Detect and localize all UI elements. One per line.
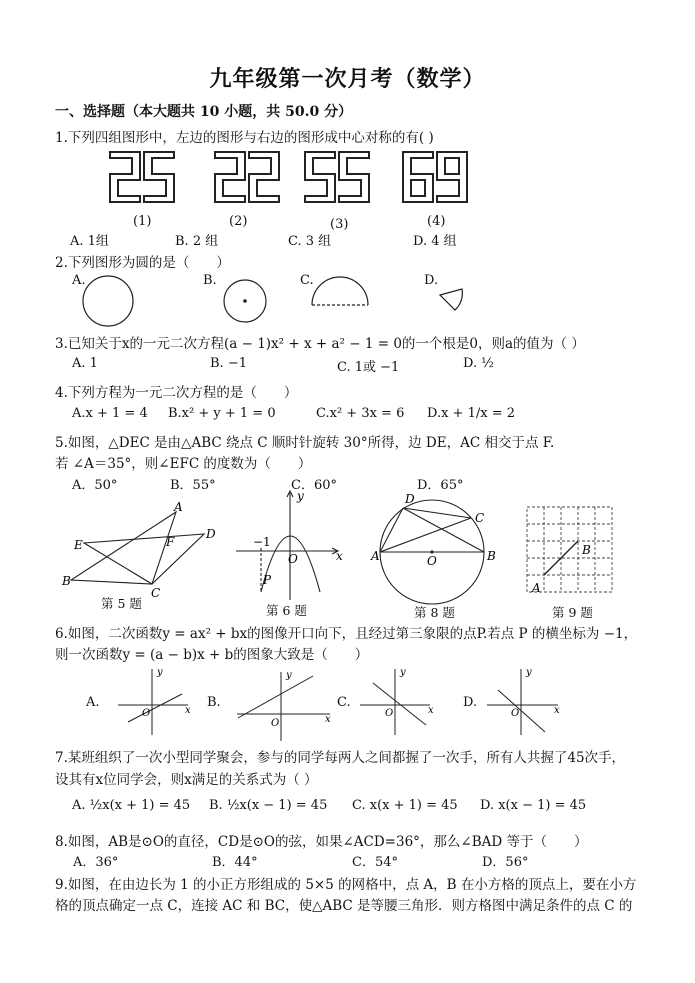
q2-label-a: A.	[72, 273, 86, 288]
q6a-axis-y: y	[157, 667, 163, 678]
q6-label-c: C.	[337, 695, 351, 710]
q8-option-c: C．54°	[352, 855, 398, 870]
q3-stem: 3.已知关于x的一元二次方程(a − 1)x² + x + a² − 1 = 0的一个根是0，则a的值为（ ）	[55, 336, 585, 352]
q1-stem: 1.下列四组图形中，左边的图形与右边的图形成中心对称的有( )	[55, 130, 434, 146]
q9-stem-line2: 格的顶点确定一点 C，连接 AC 和 BC，使△ABC 是等腰三角形．则方格图中满足条件的点 C 的	[55, 898, 633, 914]
page-title: 九年级第一次月考（数学）	[209, 66, 486, 92]
q2-stem: 2.下列图形为圆的是（ ）	[55, 255, 230, 271]
fig8-label-b: B	[487, 549, 496, 563]
fig6-label-o: O	[288, 552, 298, 566]
fig5-label-c: C	[151, 586, 161, 600]
q6d-axis-x: x	[554, 705, 560, 716]
fig6-label-p: P	[263, 573, 272, 587]
q6d-axis-o: O	[511, 708, 520, 719]
q6-stem-line1: 6.如图，二次函数y = ax² + bx的图像开口向下，且经过第三象限的点P.若点 P 的横坐标为 −1，	[55, 626, 638, 642]
q1-option-d: D. 4 组	[413, 234, 457, 249]
section-title: 一、选择题（本大题共 10 小题，共 50.0 分）	[55, 104, 353, 120]
q1-label-3: (3)	[330, 217, 349, 232]
q8-stem: 8.如图，AB是⊙O的直径，CD是⊙O的弦，如果∠ACD=36°，那么∠BAD 等于（ ）	[55, 834, 588, 850]
fig9-label-a: A	[532, 581, 541, 595]
q6b-axis-o: O	[271, 718, 280, 729]
fig5-label-d: D	[206, 527, 216, 541]
q8-option-d: D．56°	[482, 855, 529, 870]
q6-label-a: A.	[86, 695, 100, 710]
q2-label-c: C.	[300, 273, 314, 288]
q7-option-a: A. ½x(x + 1) = 45	[72, 798, 191, 813]
q2-label-d: D.	[424, 273, 439, 288]
q7-stem-line1: 7.某班组织了一次小型同学聚会，参与的同学每两人之间都握了一次手，所有人共握了45次手，	[55, 750, 626, 766]
fig8-label-c: C	[475, 511, 485, 525]
q8-option-b: B．44°	[212, 855, 258, 870]
q3-option-a: A. 1	[72, 356, 98, 371]
q6b-axis-x: x	[325, 714, 331, 725]
q5-stem-line2: 若 ∠A＝35°，则∠EFC 的度数为（ ）	[55, 456, 312, 472]
q6c-axis-y: y	[400, 667, 406, 678]
q1-option-c: C. 3 组	[288, 234, 332, 249]
q6a-axis-o: O	[142, 708, 151, 719]
q6b-axis-y: y	[286, 670, 292, 681]
fig5-label-e: E	[74, 538, 83, 552]
q6-stem-line2: 则一次函数y = (a − b)x + b的图象大致是（ ）	[55, 647, 369, 663]
fig6-label-y: y	[297, 489, 304, 503]
q7-option-c: C. x(x + 1) = 45	[352, 798, 458, 813]
q7-stem-line2: 设其有x位同学会，则x满足的关系式为（ ）	[55, 772, 318, 788]
fig8-caption: 第 8 题	[414, 605, 455, 620]
fig5-label-f: F	[166, 535, 175, 549]
q1-option-a: A. 1组	[70, 234, 109, 249]
fig8-label-a: A	[371, 549, 380, 563]
fig5-label-b: B	[62, 574, 71, 588]
fig9-label-b: B	[582, 543, 591, 557]
fig6-label-neg1: −1	[253, 535, 271, 549]
fig6-caption: 第 6 题	[266, 603, 307, 618]
q1-label-2: (2)	[229, 214, 248, 229]
q5-option-d: D．65°	[417, 478, 464, 493]
q6-label-d: D.	[463, 695, 478, 710]
q6d-axis-y: y	[526, 667, 532, 678]
q4-option-a: A.x + 1 = 4	[72, 406, 148, 421]
q2-label-b: B.	[203, 273, 217, 288]
q6a-axis-x: x	[185, 705, 191, 716]
q5-option-b: B．55°	[170, 478, 216, 493]
q3-option-c: C. 1或 −1	[337, 360, 400, 375]
q4-stem: 4.下列方程为一元二次方程的是（ ）	[55, 385, 298, 401]
q8-option-a: A．36°	[73, 855, 119, 870]
fig8-label-o: O	[427, 554, 437, 568]
fig5-caption: 第 5 题	[101, 596, 142, 611]
q4-option-c: C.x² + 3x = 6	[316, 406, 405, 421]
q5-stem-line1: 5.如图，△DEC 是由△ABC 绕点 C 顺时针旋转 30°所得，边 DE，AC 相交于点 F.	[55, 435, 555, 451]
q7-option-b: B. ½x(x − 1) = 45	[209, 798, 328, 813]
q9-stem-line1: 9.如图，在由边长为 1 的小正方形组成的 5×5 的网格中，点 A，B 在小方格的顶点上，要在小方	[55, 877, 637, 893]
fig9-caption: 第 9 题	[552, 605, 593, 620]
q3-option-d: D. ½	[463, 356, 494, 371]
q7-option-d: D. x(x − 1) = 45	[480, 798, 587, 813]
fig5-label-a: A	[174, 500, 183, 514]
q5-option-c: C．60°	[291, 478, 337, 493]
q1-option-b: B. 2 组	[175, 234, 219, 249]
q6c-axis-x: x	[428, 705, 434, 716]
fig8-label-d: D	[405, 492, 415, 506]
q3-option-b: B. −1	[210, 356, 247, 371]
fig6-label-x: x	[336, 549, 343, 563]
q1-label-1: (1)	[133, 214, 152, 229]
q4-option-d: D.x + 1/x = 2	[427, 406, 515, 421]
q6-label-b: B.	[207, 695, 221, 710]
q6c-axis-o: O	[385, 708, 394, 719]
q1-label-4: (4)	[427, 214, 446, 229]
q4-option-b: B.x² + y + 1 = 0	[168, 406, 276, 421]
q5-option-a: A．50°	[72, 478, 118, 493]
